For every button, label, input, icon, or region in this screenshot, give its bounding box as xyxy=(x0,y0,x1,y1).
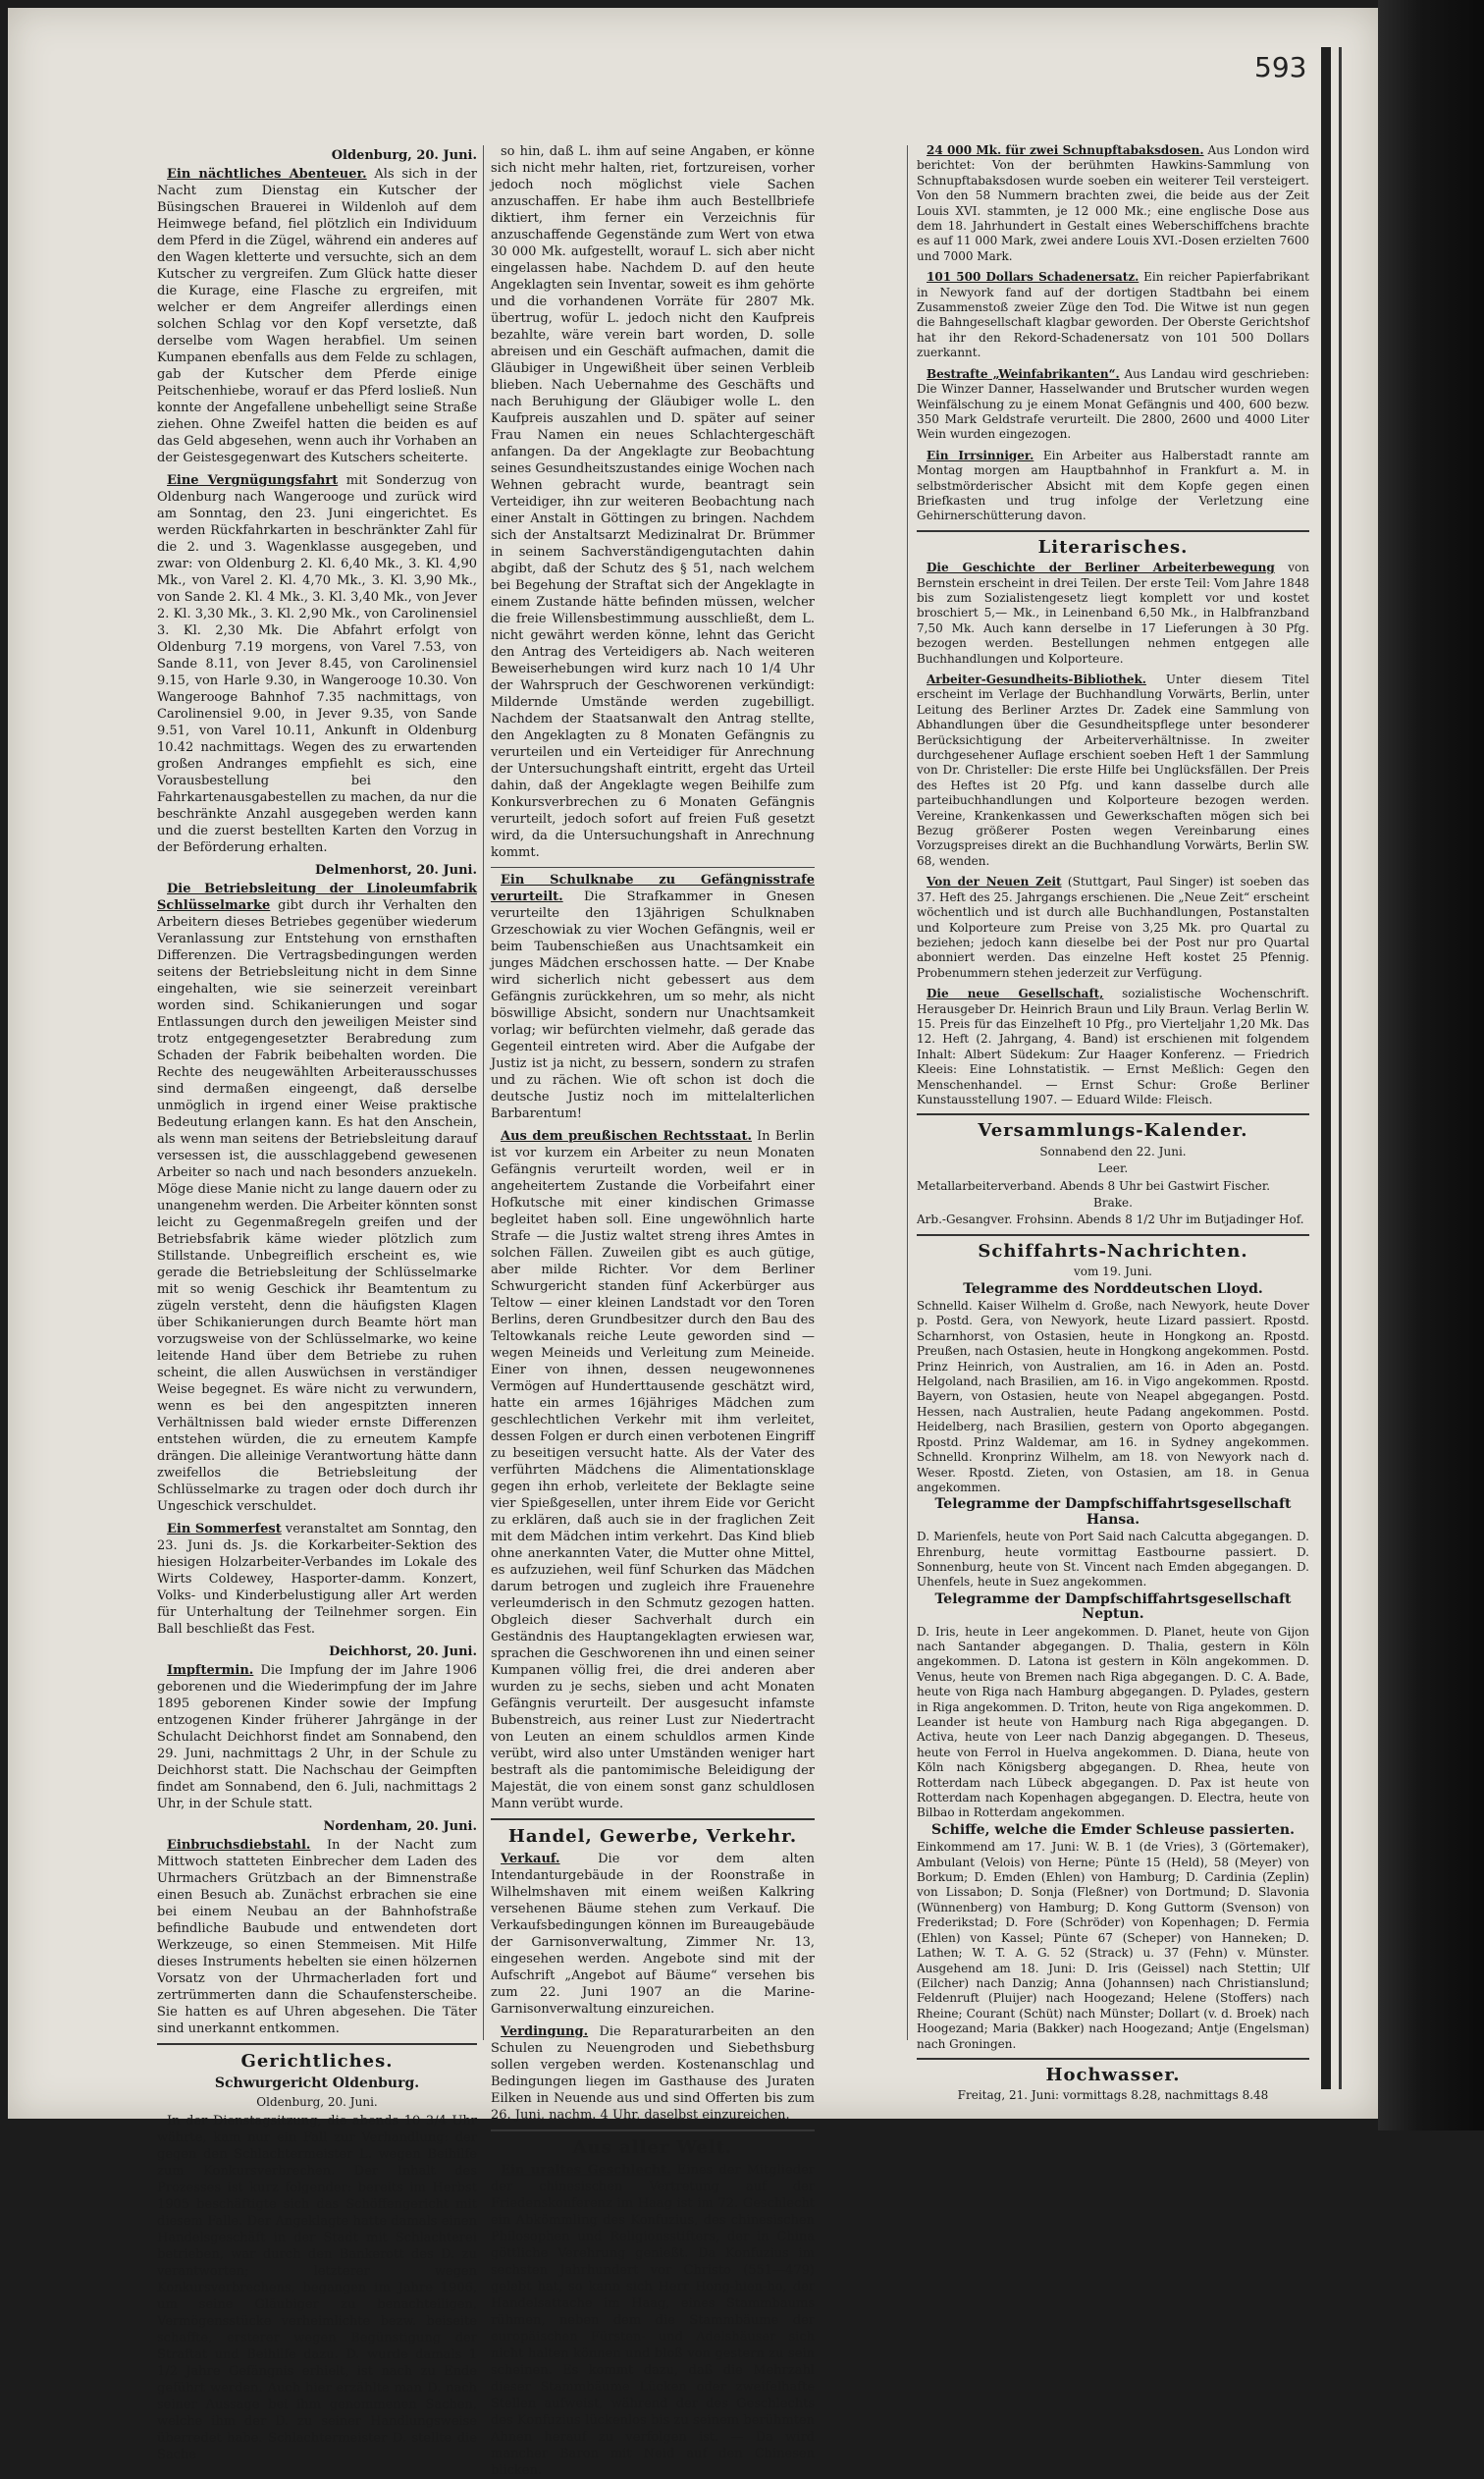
subheading: Telegramme der Dampfschiffahrtsgesellschaft Hansa. xyxy=(934,1496,1292,1528)
article-text: von Bernstein erscheint in drei Teilen. Der erste Teil: Vom Jahre 1848 bis zum Sozialistengesetz liegt komplett vor und kostet broschiert 5,— Mk., in Leinenband 6,50 Mk., in Halbfranzband 7,50 Mk. Auch kann derselbe in 17 Lieferungen à 30 Pfg. bezogen werden. Bestellungen nehmen entgegen alle Buchhandlungen und Kolporteure. xyxy=(917,561,1309,666)
article-headline: Von der Neuen Zeit xyxy=(927,875,1062,889)
article-headline: Ein nächtliches Abenteuer. xyxy=(167,167,367,182)
article-text: Die Reparaturarbeiten an den Schulen zu Neuengroden und Siebethsburg sollen vergeben werden. Kostenanschlag und Bedingungen liegen im Gasthause des Juraten Eilken in Neuende aus und sind Offerten bis zum 26. Juni, nachm. 4 Uhr, daselbst einzureichen. xyxy=(491,2024,815,2123)
article-paragraph xyxy=(157,881,477,1515)
article-text: Ein Arbeiter aus Halberstadt rannte am Montag morgen am Hauptbahnhof in Frankfurt a. M. in selbstmörderischer Absicht mit dem Kopfe gegen einen Briefkasten und trug infolge der Verletzung eine Gehirnerschütterung davon. xyxy=(917,448,1309,523)
article-text: gibt durch ihr Verhalten den Arbeitern dieses Betriebes gegenüber wiederum Veranlassung zur Entstehung von ernsthaften Differenzen. Die Vertragsbedingungen werden seitens der Betriebsleitung nicht in dem Sinne eingehalten, wie sie seinerzeit vereinbart worden sind. Schikanierungen und sogar Entlassungen durch den jeweiligen Meister sind trotz entgegengesetzter Berabredung zum Schaden der Fabrik beibehalten worden. Die Rechte des neugewählten Arbeiterausschusses sind dermaßen eingeengt, daß derselbe unmöglich in irgend einer Weise praktische Bedeutung erlangen kann. Es hat den Anschein, als wenn man seitens der Betriebsleitung darauf versessen ist, die ausschlaggebend gewesenen Arbeiter so nach und nach besonders anzuekeln. Möge diese Manie nicht zu lange dauern oder zu unangenehm werden. Die Arbeiter könnten sonst leicht zu Gegenmaßregeln greifen und der Betriebsfabrik käme wieder plötzlich zum Stillstande. Unbegreiflich erscheint es, wie gerade die Betriebsleitung der Schlüsselmarke mit so wenig Geschick ihr Beamtentum zu zügeln versteht, denn die häufigsten Klagen über Schikanierungen durch Beamte hört man vorzugsweise von der Schlüsselmarke, wo keine leitende Hand über dem Betriebe zu ruhen scheint, die allen Auswüchsen in verständiger Weise begegnet. Es wäre nicht zu verwundern, wenn es bei den angespitzten inneren Verhältnissen bald wieder ernste Differenzen entstehen würden, die zu erneutem Kampfe drängen. Die alleinige Verantwortung hätte dann zweifellos die Betriebsleitung der Schlüsselmarke zu tragen oder doch durch ihr Ungeschick verschuldet. xyxy=(157,898,477,1514)
section-divider xyxy=(917,530,1309,532)
article-text: (Stuttgart, Paul Singer) ist soeben das 37. Heft des 25. Jahrgangs erschienen. Die „Neue Zeit“ erscheint wöchentlich und ist durch alle Buchhandlungen, Postanstalten und Kolporteure zum Preise von 3,25 Mk. pro Quartal zu beziehen; jedoch kann dieselbe bei der Post nur pro Quartal abonniert werden. Das einzelne Heft kostet 25 Pfennig. Probenummern stehen jederzeit zur Verfügung. xyxy=(917,875,1309,980)
section-heading: Aus aller Welt. xyxy=(572,2137,733,2158)
section-heading: Literarisches. xyxy=(1037,536,1189,558)
article-paragraph xyxy=(917,270,1309,360)
listing-text: Arb.-Gesangver. Frohsinn. Abends 8 1/2 Uhr im Butjadinger Hof. xyxy=(917,1213,1304,1227)
article-paragraph xyxy=(491,1851,815,2018)
page-number: 593 xyxy=(1254,51,1307,83)
article-paragraph xyxy=(491,143,815,861)
subheading: Telegramme der Dampfschiffahrtsgesellschaft Neptun. xyxy=(934,1590,1292,1623)
section-heading: Handel, Gewerbe, Verkehr. xyxy=(507,1826,798,1847)
section-heading: Schiffahrts-Nachrichten. xyxy=(978,1240,1248,1262)
section-heading: Gerichtliches. xyxy=(240,2051,394,2072)
newspaper-page xyxy=(8,8,1378,2478)
column-rule xyxy=(483,145,484,2040)
article-paragraph xyxy=(917,561,1309,667)
article-paragraph xyxy=(491,872,815,1122)
binding-edge xyxy=(1321,47,1331,2089)
article-paragraph xyxy=(917,875,1309,981)
dateline: Deichhorst, 20. Juni. xyxy=(329,1644,477,1659)
article-text: sozialistische Wochenschrift. Herausgeber Dr. Heinrich Braun und Lily Braun. Verlag Berlin W. 15. Preis für das Einzelheft 10 Pfg., pro Vierteljahr 1,20 Mk. Das 12. Heft (2. Jahrgang, 4. Band) ist erschienen mit folgendem Inhalt: Albert Südekum: Zur Haager Konferenz. — Friedrich Kleeis: Eine Lohnstatistik. — Ernst Meßlich: Gegen den Menschenhandel. — Ernst Schur: Große Berliner Kunstausstellung 1907. — Eduard Wilde: Fleisch. xyxy=(917,987,1309,1106)
article-text: In der Nacht zum Mittwoch statteten Einbrecher dem Laden des Uhrmachers Grützbach an der Bimnenstraße einen Besuch ab. Zunächst erbrachen sie eine bei einem Neubau an der Bahnhofstraße befindliche Baubude und entwendeten dort Werkzeuge, so einen Stemmeisen. Mit Hilfe dieses Instruments hebelten sie einen hölzernen Vorsatz von der Uhrmacherladen fort und zertrümmerten dann die Schaufensterscheibe. Sie hatten es auf Uhren abgesehen. Die Täter sind unerkannt entkommen. xyxy=(157,1838,478,2036)
article-headline: Einbruchsdiebstahl. xyxy=(167,1838,311,1853)
article-headline: Ein Irrsinniger. xyxy=(927,448,1034,462)
article-headline: Ein Sommerfest xyxy=(167,1522,282,1536)
section-divider xyxy=(491,2129,815,2131)
dateline: Delmenhorst, 20. Juni. xyxy=(315,863,477,878)
article-headline: Ein Schulknabe zu Gefängnisstrafe verurteilt. xyxy=(491,873,815,904)
article-text: Aus Landau wird geschrieben: Die Winzer Danner, Hasselwander und Brutscher wurden wegen Weinfälschung zu je einem Monat Gefängnis und 400, 600 bezw. 350 Mark Geldstrafe verurteilt. Die 2800, 2600 und 4000 Liter Wein wurden eingezogen. xyxy=(917,366,1309,442)
centered-line: Freitag, 21. Juni: vormittags 8.28, nachmittags 8.48 xyxy=(957,2088,1269,2103)
article-headline: Arbeiter-Gesundheits-Bibliothek. xyxy=(927,673,1146,686)
section-heading: Hochwasser. xyxy=(1045,2064,1181,2085)
column-1 xyxy=(157,143,478,2462)
article-headline: Die neue Gesellschaft, xyxy=(927,987,1104,1001)
article-paragraph xyxy=(157,472,477,856)
article-headline: Eine Vergnügungsfahrt xyxy=(167,473,339,488)
column-2 xyxy=(491,143,815,2478)
article-text: In Berlin ist vor kurzem ein Arbeiter zu neun Monaten Gefängnis verurteilt worden, weil er in angeheitertem Zustande die Vorbeifahrt einer Hofkutsche mit einer kindischen Grimasse begleitet haben soll. Eine ungewöhnlich harte Strafe — die Justiz waltet streng ihres Amtes in solchen Fällen. Zuweilen gibt es auch gütige, aber milde Richter. Vor dem Berliner Schwurgericht standen fünf Ackerbürger aus Teltow — einer kleinen Landstadt vor den Toren Berlins, deren Grundbesitzer durch den Bau des Teltowkanals reiche Leute geworden sind — wegen Meineids und Verleitung zum Meineide. Einer von ihnen, dessen neugewonnenes Vermögen auf Hunderttausende geschätzt wird, hatte ein armes 16jähriges Mädchen zum geschlechtlichen Verkehr mit ihm verleitet, dessen Folgen er durch einen verbotenen Eingriff zu beseitigen versucht hatte. Als der Vater des verführten Mädchens die Alimentationsklage gegen ihn erhob, verleitete der Beklagte seine vier Spießgesellen, unter ihrem Eide vor Gericht zu erklären, daß auch sie in der fraglichen Zeit mit dem Mädchen intim verkehrt. Das Kind blieb ohne anerkannten Vater, die Mutter ohne Mittel, es aufzuziehen, weil fünf Schurken das Mädchen darum betrogen und zugleich ihre Frauenehre verleumderisch in den Schmutz gezogen hatten. Obgleich dieser Sachverhalt durch ein Geständnis des Hauptangeklagten erwiesen war, sprachen die Geschworenen ihn und einen seiner Kumpanen völlig frei, die drei anderen aber wurden zu je sechs, sieben und acht Monaten Gefängnis verurteilt. Der ausgesucht infamste Bubenstreich, aus reiner Lust zur Niedertracht von Leuten an einem schuldlos armen Kinde verübt, wird also unter Umständen weniger hart bestraft als die pantomimische Beleidigung der Majestät, die von einem sonst ganz schuldlosen Mann verübt wurde. xyxy=(491,1129,815,1811)
listing-text: Metallarbeiterverband. Abends 8 Uhr bei Gastwirt Fischer. xyxy=(917,1178,1271,1193)
section-heading: Versammlungs-Kalender. xyxy=(978,1120,1248,1142)
section-divider xyxy=(157,2043,477,2045)
article-text: so hin, daß L. ihm auf seine Angaben, er könne sich nicht mehr halten, riet, fortzureisen, vorher jedoch noch möglichst viele Sachen anzuschaffen. Er habe ihm auch Bestellbriefe diktiert, ihm ferner ein Verzeichnis für anzuschaffende Gegenstände zum Wert von etwa 30 000 Mk. aufgestellt, worauf L. sich aber nicht eingelassen habe. Nachdem D. auf den heute Angeklagten sein Inventar, soweit es ihm gehörte und die vorhandenen Vorräte für 2807 Mk. übertrug, wofür L. jedoch nicht den Kaufpreis bezahlte, wäre verein bart worden, D. solle abreisen und ein Geschäft aufmachen, damit die Gläubiger in Ungewißheit über seinen Verbleib blieben. Nach Uebernahme des Geschäfts und nach Beruhigung der Gläubiger wolle L. den Kaufpreis auszahlen und D. später auf seiner Frau Namen ein neues Schlachtergeschäft anfangen. Da der Angeklagte zur Beobachtung seines Gesundheitszustandes einige Wochen nach Wehnen gebracht wurde, beantragt sein Verteidiger, ihn zur weiteren Beobachtung nach einer Anstalt in Göttingen zu bringen. Nachdem sich der Anstaltsarzt Medizinalrat Dr. Brümmer in seinem Sachverständigengutachten dahin abgibt, daß der Schutz des § 51, nach welchem bei Begehung der Straftat sich der Angeklagte in einem Zustande hätte befinden müssen, welcher die freie Willensbestimmung ausschließt, dem L. nicht gewährt werden könne, lehnt das Gericht den Antrag des Verteidigers ab. Nach weiteren Beweiserhebungen wird kurz nach 10 1/4 Uhr der Wahrspruch der Geschworenen verkündigt: Mildernde Umstände werden zugebilligt. Nachdem der Staatsanwalt den Antrag stellte, den Angeklagten zu 8 Monaten Gefängnis zu verurteilen und ein Verteidiger für Anrechnung der Untersuchungshaft eintritt, ergeht das Urteil dahin, daß der Angeklagte wegen Beihilfe zum Konkursverbrechen zu 6 Monaten Gefängnis verurteilt, jedoch sofort auf freien Fuß gesetzt wird, da die Untersuchungshaft in Anrechnung kommt. xyxy=(491,144,815,860)
article-paragraph xyxy=(491,2162,815,2479)
article-headline: Verdingung. xyxy=(501,2024,589,2039)
article-headline: Verkauf. xyxy=(501,1852,560,1866)
article-text: veranstaltet am Sonntag, den 23. Juni ds. Js. die Korkarbeiter-Sektion des hiesigen Holzarbeiter-Verbandes im Lokale des Wirts Coldewey, Hasporter-damm. Konzert, Volks- und Kinderbelustigung aller Art werden für Unterhaltung der Teilnehmer sorgen. Ein Ball beschließt das Fest. xyxy=(157,1522,478,1637)
article-headline: Die Geschichte der Berliner Arbeiterbewegung xyxy=(927,561,1275,575)
centered-line: Brake. xyxy=(1093,1196,1133,1210)
article-text: Ein reicher Papierfabrikant in Newyork fand auf der dortigen Stadtbahn bei einem Zusammenstoß zweier Züge den Tod. Die Witwe ist nun gegen die Bahngesellschaft klagbar geworden. Der Oberste Gerichtshof hat ihr den Rekord-Schadenersatz von 101 500 Dollars zuerkannt. xyxy=(917,270,1309,360)
column-rule xyxy=(907,145,908,2040)
article-headline: 24 000 Mk. für zwei Schnupftabaksdosen. xyxy=(927,143,1204,157)
article-text: Als sich in der Nacht zum Dienstag ein Kutscher der Büsingschen Brauerei in Wildenloh auf dem Heimwege befand, fiel plötzlich ein Individuum dem Pferd in die Zügel, während ein anderes auf den Wagen kletterte und versuchte, sich an dem Kutscher zu vergreifen. Zum Glück hatte dieser die Kurage, eine Flasche zu ergreifen, mit welcher er dem Angreifer allerdings einen solchen Schlag vor den Kopf versetzte, daß derselbe vom Wagen herabfiel. Um seinen Kumpanen ebenfalls aus dem Felde zu schlagen, gab der Kutscher dem Pferde einige Peitschenhiebe, worauf er das Pferd losließ. Nun konnte der Angefallene unbehelligt seine Straße ziehen. Ohne Zweifel hatten die beiden es auf das Geld abgesehen, wenn auch ihr Vorhaben an der Geistesgegenwart des Kutschers scheiterte. xyxy=(157,167,478,465)
dateline: Oldenburg, 20. Juni. xyxy=(331,148,477,163)
scan-background xyxy=(1378,0,1484,2130)
section-divider xyxy=(917,2058,1309,2060)
article-text: Eines der Mitglieder der chinesischen Vertretung auf der Friedenskonferenz im Haag ist im 72. Geschlecht ein Abkömmling des Konfuzius, des chinesischen Philosophen und Religionsstifters, der in China göttliche Verehrung genießt. Da Konfuzius im sechsten Jahrhundert vor Christo (551—479) gelebt hat, so kann sich Herr Hong-hien-ho, der Handelsattache im Haag, eines Stammbaums rühmen, neben dem die Stammbäume der europäischen Fürsten- und Adelshäuser sich nicht halten können und bloß von gestern zu sein scheinen. Es kommt dazu, daß die Mehrzahl dieser Stammbäume Lücken oder zweifelhafte Stellen aufweist, während der des Geschlechts des Konfuzius lückenlos bis zu seinem berühmten Ahnen herauf zu verfolgen ist. — Da wird mancher Baron mit Neid auf den Chinesen blicken. xyxy=(491,2163,815,2478)
article-paragraph xyxy=(917,449,1309,524)
centered-line: Leer. xyxy=(1097,1161,1129,1176)
listing-text: D. Iris, heute in Leer angekommen. D. Planet, heute von Gijon nach Santander abgegangen. D. Thalia, gestern in Köln angekommen. D. Latona ist gestern in Köln angekommen. D. Venus, heute von Bremen nach Riga abgegangen. D. C. A. Bade, heute von Riga nach Hamburg abgegangen. D. Pylades, gestern in Riga angekommen. D. Triton, heute von Riga angekommen. D. Leander ist heute von Hamburg nach Riga abgegangen. D. Activa, heute von Leer nach Danzig abgegangen. D. Theseus, heute von Ferrol in Huelva angekommen. D. Diana, heute von Köln nach Königsberg abgegangen. D. Rhea, heute von Rotterdam nach Lübeck abgegangen. D. Pax ist heute von Rotterdam nach Kopenhagen abgegangen. D. Electra, heute von Bilbao in Rotterdam angekommen. xyxy=(917,1624,1309,1820)
article-text: Unter diesem Titel erscheint im Verlage der Buchhandlung Vorwärts, Berlin, unter Leitung des Berliner Arztes Dr. Zadek eine Sammlung von Abhandlungen über die Gesundheitspflege unter besonderer Berücksichtigung der Arbeiterverhältnisse. In zweiter durchgesehener Auflage erschient soeben Heft 1 der Sammlung von Dr. Christeller: Die erste Hilfe bei Unglücksfällen. Der Preis des Heftes ist 20 Pfg. und kann dasselbe durch alle parteibuchhandlungen und Kolporteure bezogen werden. Vereine, Krankenkassen und Gewerkschaften mögen sich bei Bezug größerer Posten wegen Vereinbarung eines Vorzugspreises direkt an die Buchhandlung Vorwärts, Berlin SW. 68, wenden. xyxy=(917,673,1309,868)
article-headline: 101 500 Dollars Schadenersatz. xyxy=(927,270,1140,285)
article-text: Die Strafkammer in Gnesen verurteilte den 13jährigen Schulknaben Grzeschowiak zu vier Wochen Gefängnis, weil er beim Taubenschießen aus Unachtsamkeit ein junges Mädchen erschossen hatte. — Der Knabe wird sicherlich nicht gebessert aus dem Gefängnis zurückkehren, um so mehr, als nicht böswillige Absicht, sondern nur Unachtsamkeit vorlag; wir befürchten vielmehr, daß gerade das Gegenteil eintreten wird. Aber die Aufgabe der Justiz ist ja nicht, zu bessern, sondern zu strafen und zu rächen. Wie oft schon ist doch die deutsche Justiz noch im mittelalterlichen Barbarentum! xyxy=(491,889,815,1121)
article-text: Aus London wird berichtet: Von der berühmten Hawkins-Sammlung von Schnupftabaksdosen wurde soeben ein weiterer Teil versteigert. Von den 58 Nummern brachten zwei, die beide aus der Zeit Louis XVI. stammten, je 12 000 Mk.; eine englische Dose aus dem 18. Jahrhundert in Gestalt eines Weberschiffchens brachte es auf 11 000 Mark, zwei andere Louis XVI.-Dosen erzielten 7600 und 7000 Mark. xyxy=(917,143,1309,263)
listing-text: Schnelld. Kaiser Wilhelm d. Große, nach Newyork, heute Dover p. Postd. Gera, von Newyork, heute Lizard passiert. Rpostd. Scharnhorst, von Ostasien, heute in Hongkong an. Rpostd. Preußen, nach Ostasien, heute in Hongkong angekommen. Postd. Prinz Heinrich, von Australien, am 16. in Aden an. Postd. Helgoland, nach Brasilien, am 16. in Vigo angekommen. Rpostd. Bayern, von Ostasien, heute von Neapel abgegangen. Postd. Hessen, nach Australien, heute Padang angekommen. Postd. Heidelberg, nach Brasilien, gestern von Oporto abgegangen. Rpostd. Prinz Waldemar, am 16. in Sydney angekommen. Schnelld. Kronprinz Wilhelm, am 18. von Newyork nach d. Weser. Rpostd. Zieten, von Ostasien, am 18. in Genua angekommen. xyxy=(917,1299,1309,1494)
subheading: Telegramme des Norddeutschen Lloyd. xyxy=(963,1280,1263,1297)
article-paragraph xyxy=(917,987,1309,1107)
article-text: Die Impfung der im Jahre 1906 geborenen und die Wiederimpfung der im Jahre 1895 geborenen Kinder sowie der Impfung entzogenen Kinder früherer Jahrgänge in der Schulacht Deichhorst findet am Sonnabend, den 29. Juni, nachmittags 2 Uhr, in der Schule zu Deichhorst statt. Die Nachschau der Geimpften findet am Sonnabend, den 6. Juli, nachmittags 2 Uhr, in der Schule statt. xyxy=(157,1663,478,1811)
article-paragraph xyxy=(157,1521,477,1638)
article-text: Die vor dem alten Intendanturgebäude in der Roonstraße in Wilhelmshaven mit einem weißen Kalkring versehenen Bäume stehen zum Verkauf. Die Verkaufsbedingungen können im Bureaugebäude der Garnisonverwaltung, Zimmer Nr. 13, eingesehen werden. Angebote sind mit der Aufschrift „Angebot auf Bäume“ versehen bis zum 22. Juni 1907 an die Marine-Garnisonverwaltung einzureichen. xyxy=(491,1852,815,2017)
article-paragraph xyxy=(157,166,477,466)
listing-text: D. Marienfels, heute von Port Said nach Calcutta abgegangen. D. Ehrenburg, heute vormittag Eastbourne passiert. D. Sonnenburg, heute von St. Vincent nach Emden abgegangen. D. Uhenfels, heute in Suez angekommen. xyxy=(917,1530,1309,1590)
listing-text: Einkommend am 17. Juni: W. B. 1 (de Vries), 3 (Görtemaker), Ambulant (Velois) von Herne; Pünte 15 (Held), 58 (Meyer) von Borkum; D. Emden (Ehlen) von Hamburg; D. Cardinia (Zeplin) von Lissabon; D. Sonja (Fleßner) von Dortmund; D. Slavonia (Wünnenberg) von Hamburg; D. Kong Guttorm (Svenson) von Frederikstad; D. Fore (Schröder) von Kopenhagen; D. Fermia (Ehlen) von Kassel; Pünte 67 (Scheper) von Hanneken; D. Lathen; W. T. A. G. 52 (Strack) u. 37 (Fehn) v. Münster. Ausgehend am 18. Juni: D. Iris (Geissel) nach Stettin; Ulf (Eilcher) nach Danzig; Anna (Johannsen) nach Christianslund; Feldenruft (Pluijer) nach Hoogezand; Helene (Stoffers) nach Rheine; Courant (Schüt) nach Münster; Dollart (v. d. Broek) nach Hoogezand; Maria (Bakker) nach Hoogezand; Antje (Engelsman) nach Groningen. xyxy=(917,1840,1309,2051)
article-paragraph xyxy=(491,1128,815,1812)
article-paragraph xyxy=(491,2023,815,2124)
centered-line: Sonnabend den 22. Juni. xyxy=(1039,1144,1187,1159)
binding-edge-line xyxy=(1339,47,1342,2089)
article-headline: Impftermin. xyxy=(167,1663,254,1678)
article-paragraph xyxy=(157,1837,477,2037)
section-divider xyxy=(491,1818,815,1820)
article-text: In der Dienstagsitzung, die abends 10 3/4 Uhr währte, kam nur ein Fall zur Verhandlung: der gegen den Schlachtermeister L. wegen Beihilfe zum Konkursverbrechen. Der Inhalt des Prozesses ist kurz folgender: bereits im Herbst 1905 beschäftigte sich das Schöffengericht mit diesem Falle. Der Angeklagte hatte damals einen Handelsgeschäft in der Stadt mit Schlachterei betrieben, war durch den Bankerott des D. zu verantworten; letzterer wegen Konkursverbrechens, begangen im Jahre 1906, um seine Gläubiger zu benachteiligen, Vermögensstücke verheimlichte bezw. beiseite schaffte, ersterer wegen Begünstigung der Straftat und Beihilfe dazu. D. wurde damals 1 1/2 Jahre Gefängnis erhielt, ist nach zu Ende geführt werden. Auch hier erzählte man D. nach seiner Aussage bei ihm genommenen Sachen, welche ihm der D. zu seiner Handlungsweise überredet habe. Schlachtermeister D. stellte die Sache xyxy=(157,2114,477,2462)
section-divider xyxy=(917,1234,1309,1236)
centered-line: vom 19. Juni. xyxy=(1073,1265,1152,1279)
article-text: mit Sonderzug von Oldenburg nach Wangerooge und zurück wird am Sonntag, den 23. Juni eingerichtet. Es werden Rückfahrkarten in beschränkter Zahl für die 2. und 3. Wagenklasse ausgegeben, und zwar: von Oldenburg 2. Kl. 6,40 Mk., 3. Kl. 4,90 Mk., von Varel 2. Kl. 4,70 Mk., 3. Kl. 3,90 Mk., von Sande 2. Kl. 4 Mk., 3. Kl. 3,40 Mk., von Jever 2. Kl. 3,30 Mk., 3. Kl. 2,90 Mk., von Carolinensiel 3. Kl. 2,30 Mk. Die Abfahrt erfolgt von Oldenburg 7.19 morgens, von Varel 7.53, von Sande 8.11, von Jever 8.45, von Carolinensiel 9.15, von Harle 9.30, in Wangerooge 10.30. Von Wangerooge Bahnhof 7.35 nachmittags, von Carolinensiel 9.00, in Jever 9.35, von Sande 9.51, von Varel 10.11, Ankunft in Oldenburg 10.42 nachmittags. Wegen des zu erwartenden großen Andranges empfiehlt es sich, eine Vorausbestellung bei den Fahrkartenausgabestellen zu machen, da nur die beschränkte Anzahl ausgegeben werden kann und die zuerst bestellten Karten den Vorzug in der Beförderung erhalten. xyxy=(157,473,477,855)
subheading: Schwurgericht Oldenburg. xyxy=(214,2075,420,2091)
article-headline: Die Betriebsleitung der Linoleumfabrik Schlüsselmarke xyxy=(157,882,477,913)
section-divider xyxy=(917,1113,1309,1115)
column-3 xyxy=(917,143,1309,2103)
article-headline: Ein uraltes Geschlecht. xyxy=(501,2163,671,2178)
article-paragraph xyxy=(917,143,1309,264)
article-headline: Bestrafte „Weinfabrikanten“. xyxy=(927,366,1120,381)
dateline-small: Oldenburg, 20. Juni. xyxy=(256,2095,378,2109)
article-paragraph xyxy=(157,2113,477,2463)
dateline: Nordenham, 20. Juni. xyxy=(323,1819,477,1834)
article-paragraph xyxy=(157,1662,477,1812)
article-paragraph xyxy=(917,367,1309,443)
subheading: Schiffe, welche die Emder Schleuse passierten. xyxy=(931,1821,1295,1838)
article-paragraph xyxy=(917,673,1309,869)
article-headline: Aus dem preußischen Rechtsstaat. xyxy=(501,1129,752,1144)
section-divider xyxy=(491,867,815,868)
